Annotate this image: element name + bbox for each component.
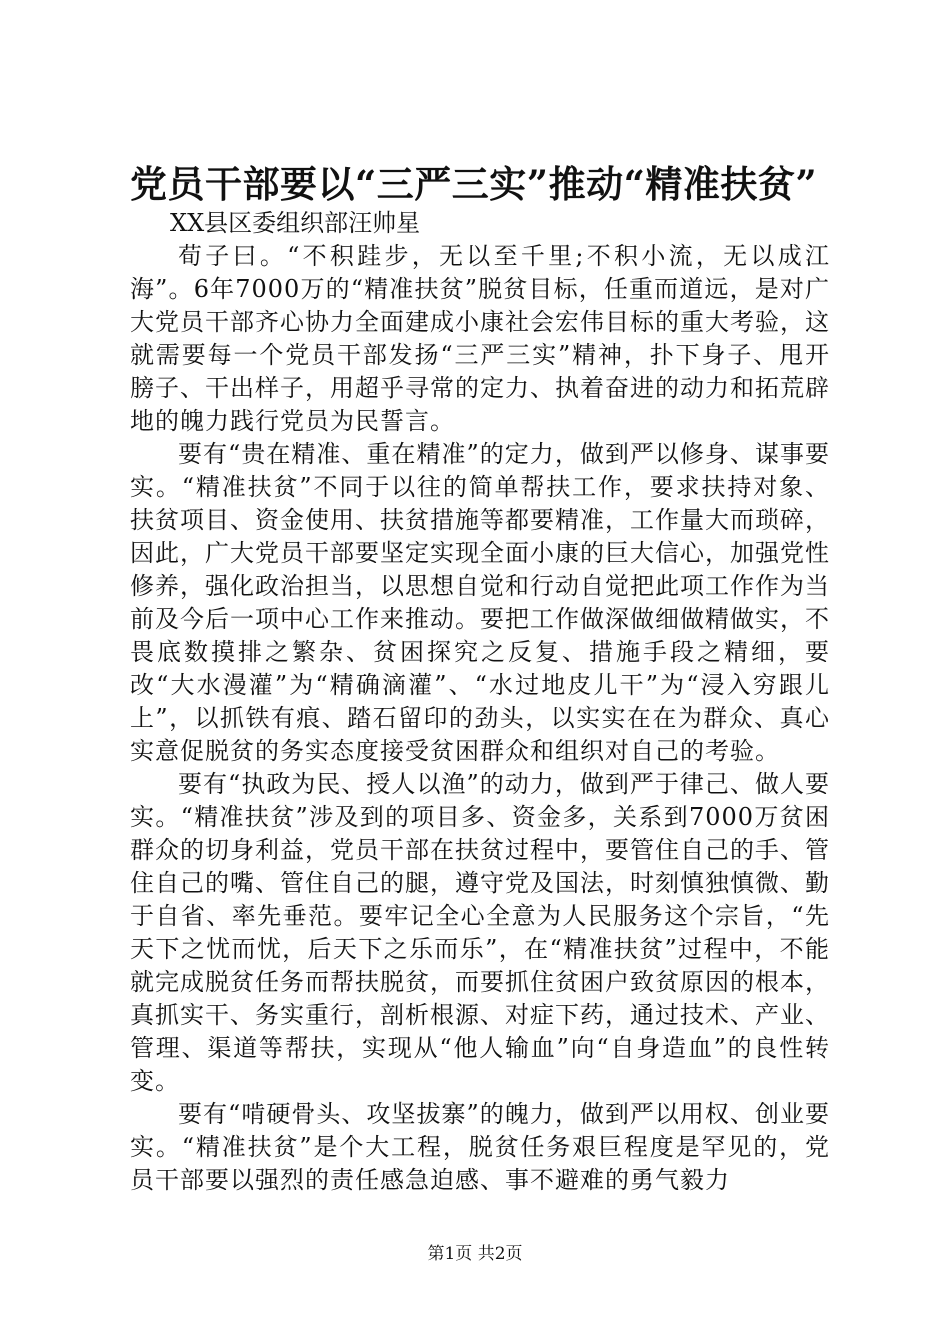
- document-body: [130, 207, 830, 1197]
- document-title: 党员干部要以“三严三实”推动“精准扶贫”: [130, 162, 818, 206]
- page-footer: 第1页 共2页: [427, 1244, 523, 1264]
- paragraph-4: 要有“啃硬骨头、攻坚拔寨”的魄力，做到严以用权、创业要实。“精准扶贫”是个大工程，脱贫任务艰巨程度是罕见的，党员干部要以强烈的责任感急迫感、事不避难的勇气毅力: [130, 1100, 830, 1194]
- paragraph-1: 荀子曰。“不积跬步，无以至千里;不积小流，无以成江海”。6年7000万的“精准扶贫”脱贫目标，任重而道远，是对广大党员干部齐心协力全面建成小康社会宏伟目标的重大考验，这就需要每一个党员干部发扬“三严三实”精神，扑下身子、甩开膀子、干出样子，用超乎寻常的定力、执着奋进的动力和拓荒辟地的魄力践行党员为民誓言。: [130, 242, 830, 435]
- paragraph-2: 要有“贵在精准、重在精准”的定力，做到严以修身、谋事要实。“精准扶贫”不同于以往的简单帮扶工作，要求扶持对象、扶贫项目、资金使用、扶贫措施等都要精准，工作量大而琐碎，因此，广大党员干部要坚定实现全面小康的巨大信心，加强党性修养，强化政治担当，以思想自觉和行动自觉把此项工作作为当前及今后一项中心工作来推动。要把工作做深做细做精做实，不畏底数摸排之繁杂、贫困探究之反复、措施手段之精细，要改“大水漫灌”为“精确滴灌”、“水过地皮儿干”为“浸入穷跟儿上”，以抓铁有痕、踏石留印的劲头，以实实在在为群众、真心实意促脱贫的务实态度接受贫困群众和组织对自己的考验。: [130, 440, 830, 765]
- author-line: XX县区委组织部汪帅星: [170, 209, 421, 237]
- paragraph-3: 要有“执政为民、授人以渔”的动力，做到严于律己、做人要实。“精准扶贫”涉及到的项目多、资金多，关系到7000万贫困群众的切身利益，党员干部在扶贫过程中，要管住自己的手、管住自己的嘴、管住自己的腿，遵守党及国法，时刻慎独慎微、勤于自省、率先垂范。要牢记全心全意为人民服务这个宗旨，“先天下之忧而忧，后天下之乐而乐”，在“精准扶贫”过程中，不能就完成脱贫任务而帮扶脱贫，而要抓住贫困户致贫原因的根本，真抓实干、务实重行，剖析根源、对症下药，通过技术、产业、管理、渠道等帮扶，实现从“他人输血”向“自身造血”的良性转变。: [130, 770, 830, 1095]
